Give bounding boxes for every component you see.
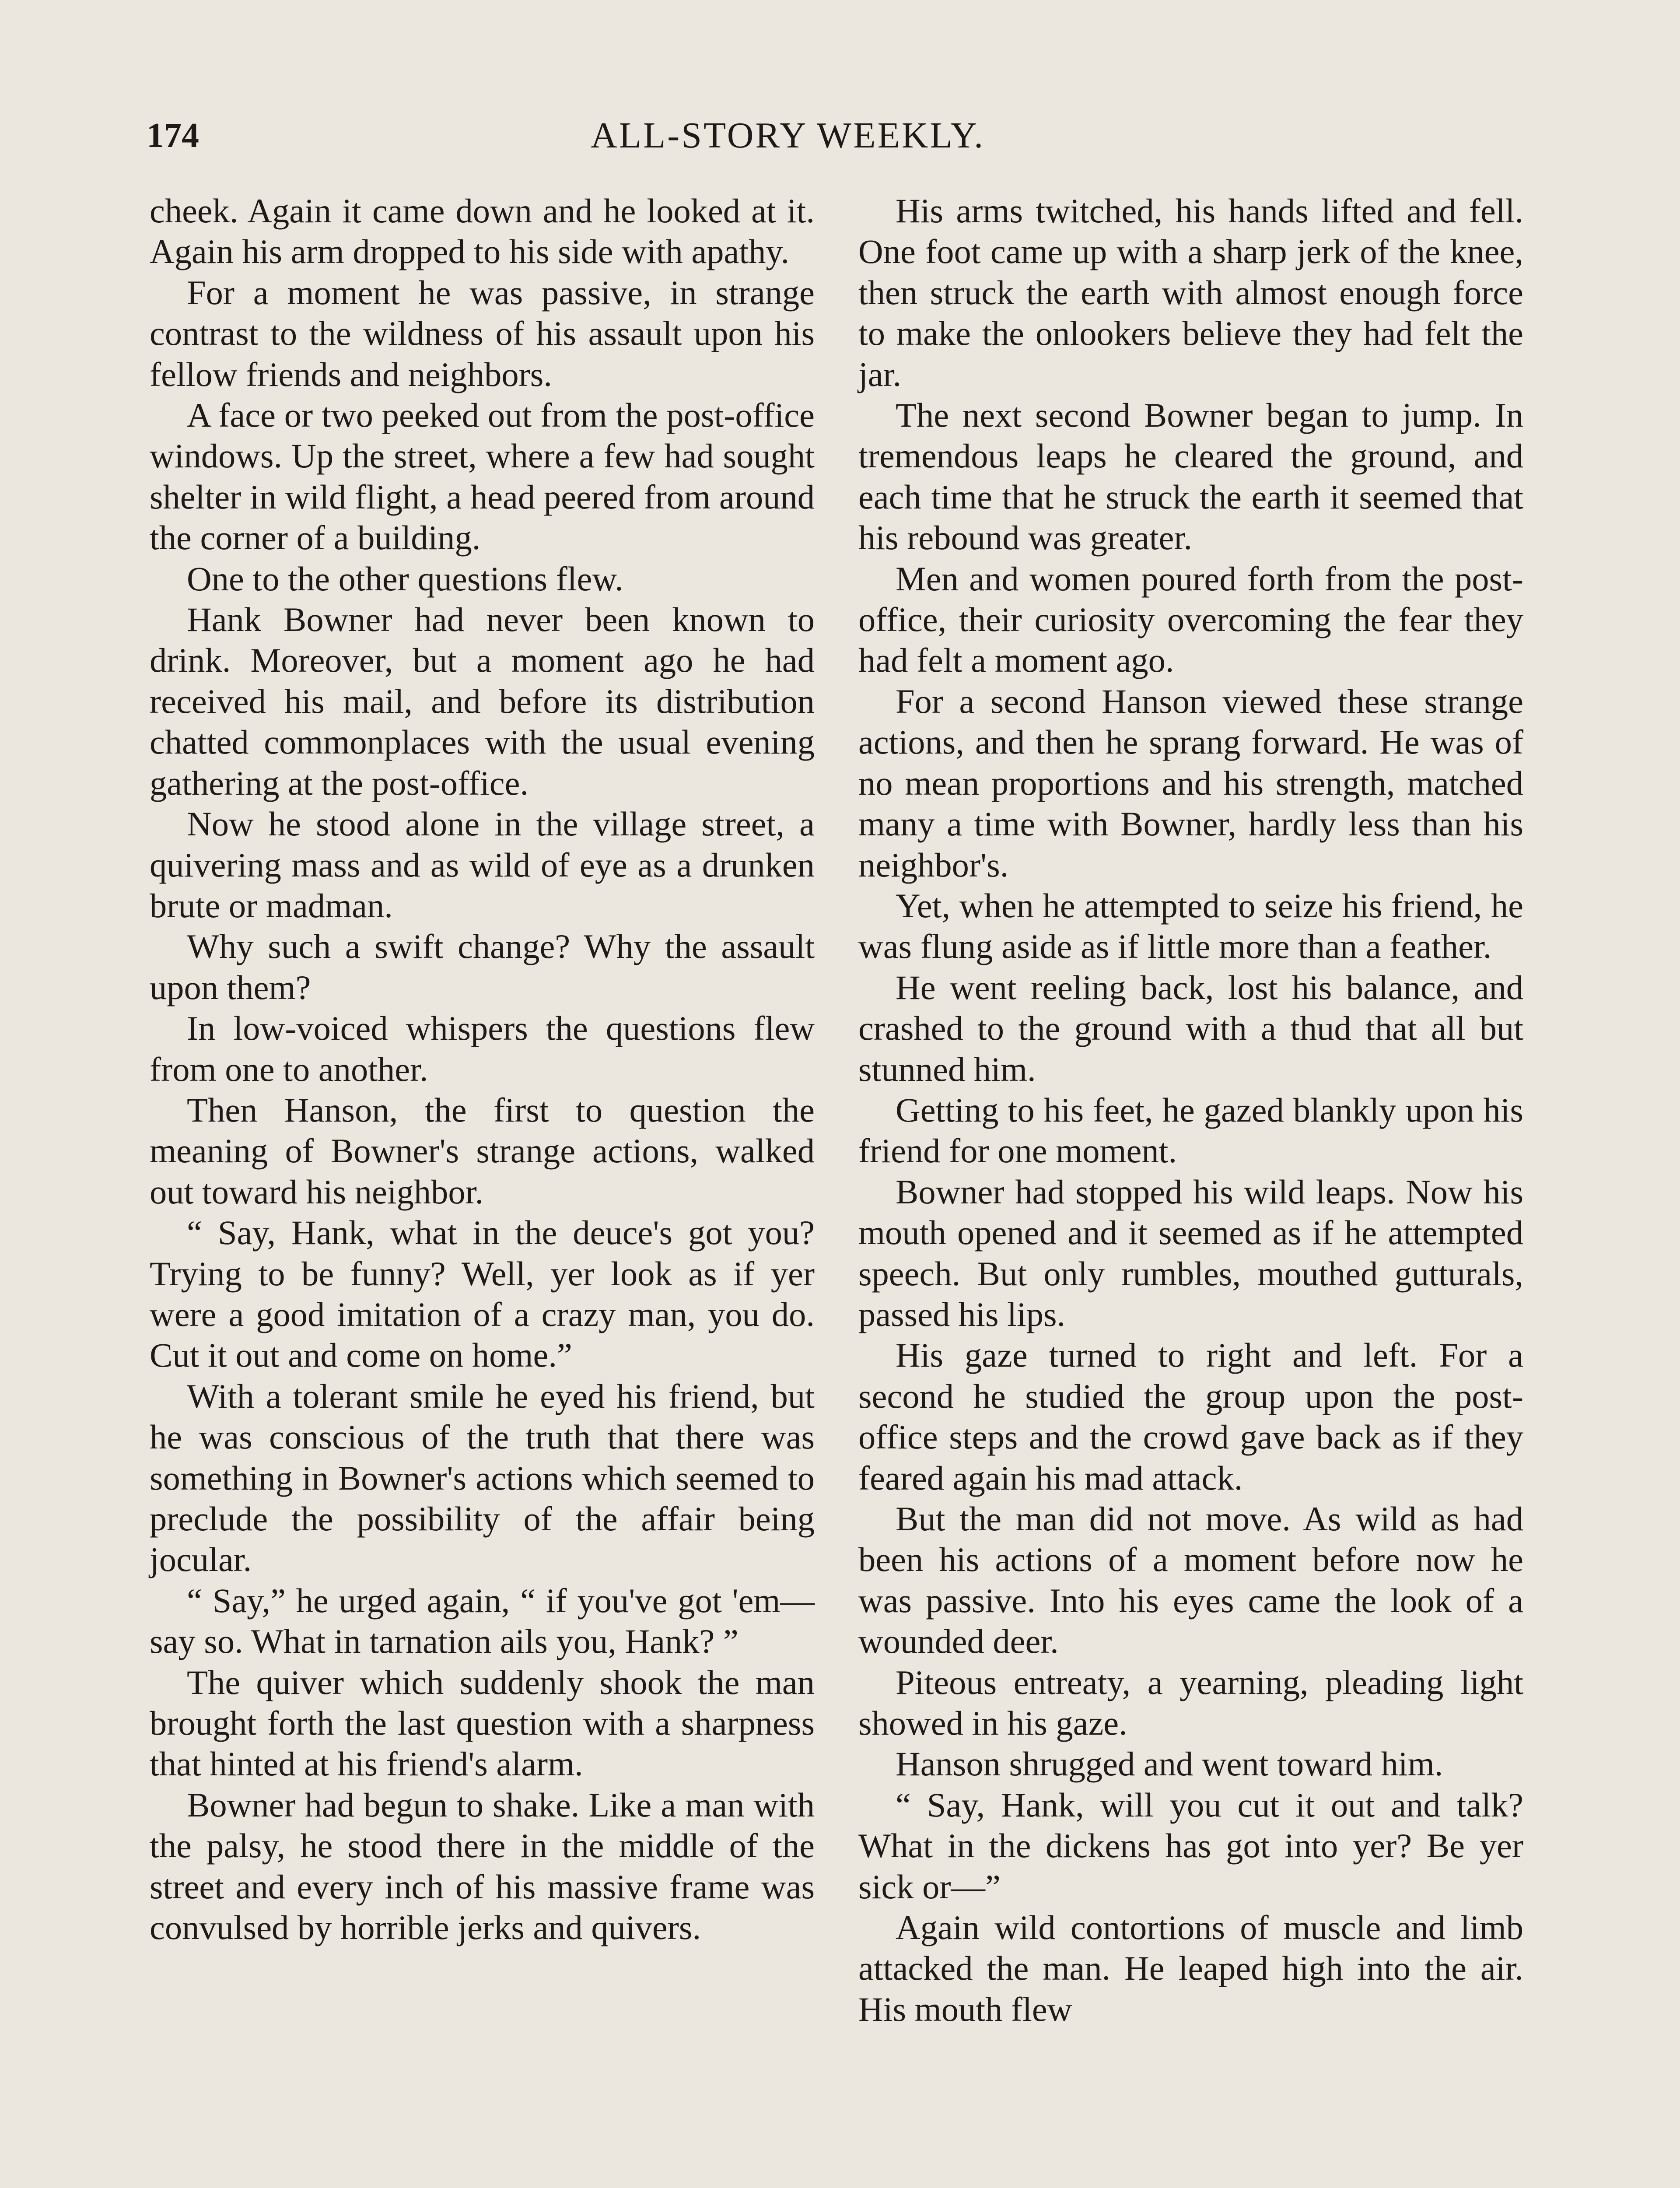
right-text-column	[858, 190, 1523, 2030]
paragraph: “ Say, Hank, will you cut it out and talk? What in the dickens has got into yer? Be yer sick or—”	[858, 1785, 1523, 1906]
paragraph: A face or two peeked out from the post-office windows. Up the street, where a few had sought shelter in wild flight, a head peered from around the corner of a building.	[150, 396, 815, 557]
paragraph: Now he stood alone in the village street, a quivering mass and as wild of eye as a drunken brute or madman.	[150, 805, 815, 925]
paragraph: Why such a swift change? Why the assault upon them?	[150, 927, 815, 1006]
paragraph: In low-voiced whispers the questions flew from one to another.	[150, 1009, 815, 1088]
paragraph: For a moment he was passive, in strange contrast to the wildness of his assault upon his fellow friends and neighbors.	[150, 273, 815, 393]
paragraph: cheek. Again it came down and he looked at it. Again his arm dropped to his side with apathy.	[150, 192, 815, 271]
paragraph: With a tolerant smile he eyed his friend, but he was conscious of the truth that there was something in Bowner's actions which seemed to preclude the possibility of the affair being jocular.	[150, 1377, 815, 1579]
paragraph: Hank Bowner had never been known to drink. Moreover, but a moment ago he had received his mail, and before its distribution chatted commonplaces with the usual evening gathering at the post-office.	[150, 600, 815, 802]
running-title: ALL-STORY WEEKLY.	[591, 115, 985, 156]
left-text-column	[150, 190, 815, 1948]
paragraph: “ Say,” he urged again, “ if you've got 'em—say so. What in tarnation ails you, Hank? ”	[150, 1581, 815, 1661]
paragraph: Yet, when he attempted to seize his friend, he was flung aside as if little more than a feather.	[858, 886, 1523, 966]
page-number: 174	[147, 116, 199, 155]
paragraph: Then Hanson, the first to question the meaning of Bowner's strange actions, walked out toward his neighbor.	[150, 1090, 815, 1211]
paragraph: Getting to his feet, he gazed blankly upon his friend for one moment.	[858, 1090, 1523, 1170]
paragraph: Again wild contortions of muscle and limb attacked the man. He leaped high into the air. His mouth flew	[858, 1908, 1523, 2028]
paragraph: Piteous entreaty, a yearning, pleading light showed in his gaze.	[858, 1663, 1523, 1743]
paragraph: Bowner had begun to shake. Like a man with the palsy, he stood there in the middle of the street and every inch of his massive frame was convulsed by horrible jerks and quivers.	[150, 1785, 815, 1947]
paragraph: He went reeling back, lost his balance, and crashed to the ground with a thud that all but stunned him.	[858, 968, 1523, 1088]
paragraph: Bowner had stopped his wild leaps. Now his mouth opened and it seemed as if he attempted speech. But only rumbles, mouthed gutturals, passed his lips.	[858, 1172, 1523, 1333]
paragraph: But the man did not move. As wild as had been his actions of a moment before now he was passive. Into his eyes came the look of a wounded deer.	[858, 1500, 1523, 1661]
paragraph: Men and women poured forth from the post-office, their curiosity overcoming the fear they had felt a moment ago.	[858, 559, 1523, 680]
page-header	[147, 109, 1547, 166]
paragraph: His gaze turned to right and left. For a second he studied the group upon the post-office steps and the crowd gave back as if they feared again his mad attack.	[858, 1336, 1523, 1497]
paragraph: His arms twitched, his hands lifted and fell. One foot came up with a sharp jerk of the knee, then struck the earth with almost enough force to make the onlookers believe they had felt the jar.	[858, 192, 1523, 393]
paragraph: Hanson shrugged and went toward him.	[896, 1745, 1443, 1783]
paragraph: The quiver which suddenly shook the man brought forth the last question with a sharpness that hinted at his friend's alarm.	[150, 1663, 815, 1783]
paragraph: “ Say, Hank, what in the deuce's got you? Trying to be funny? Well, yer look as if yer were a good imitation of a crazy man, you do. Cut it out and come on home.”	[150, 1213, 815, 1375]
paragraph: For a second Hanson viewed these strange actions, and then he sprang forward. He was of no mean proportions and his strength, matched many a time with Bowner, hardly less than his neighbor's.	[858, 682, 1523, 884]
paragraph: One to the other questions flew.	[187, 559, 623, 598]
paragraph: The next second Bowner began to jump. In tremendous leaps he cleared the ground, and each time that he struck the earth it seemed that his rebound was greater.	[858, 396, 1523, 557]
